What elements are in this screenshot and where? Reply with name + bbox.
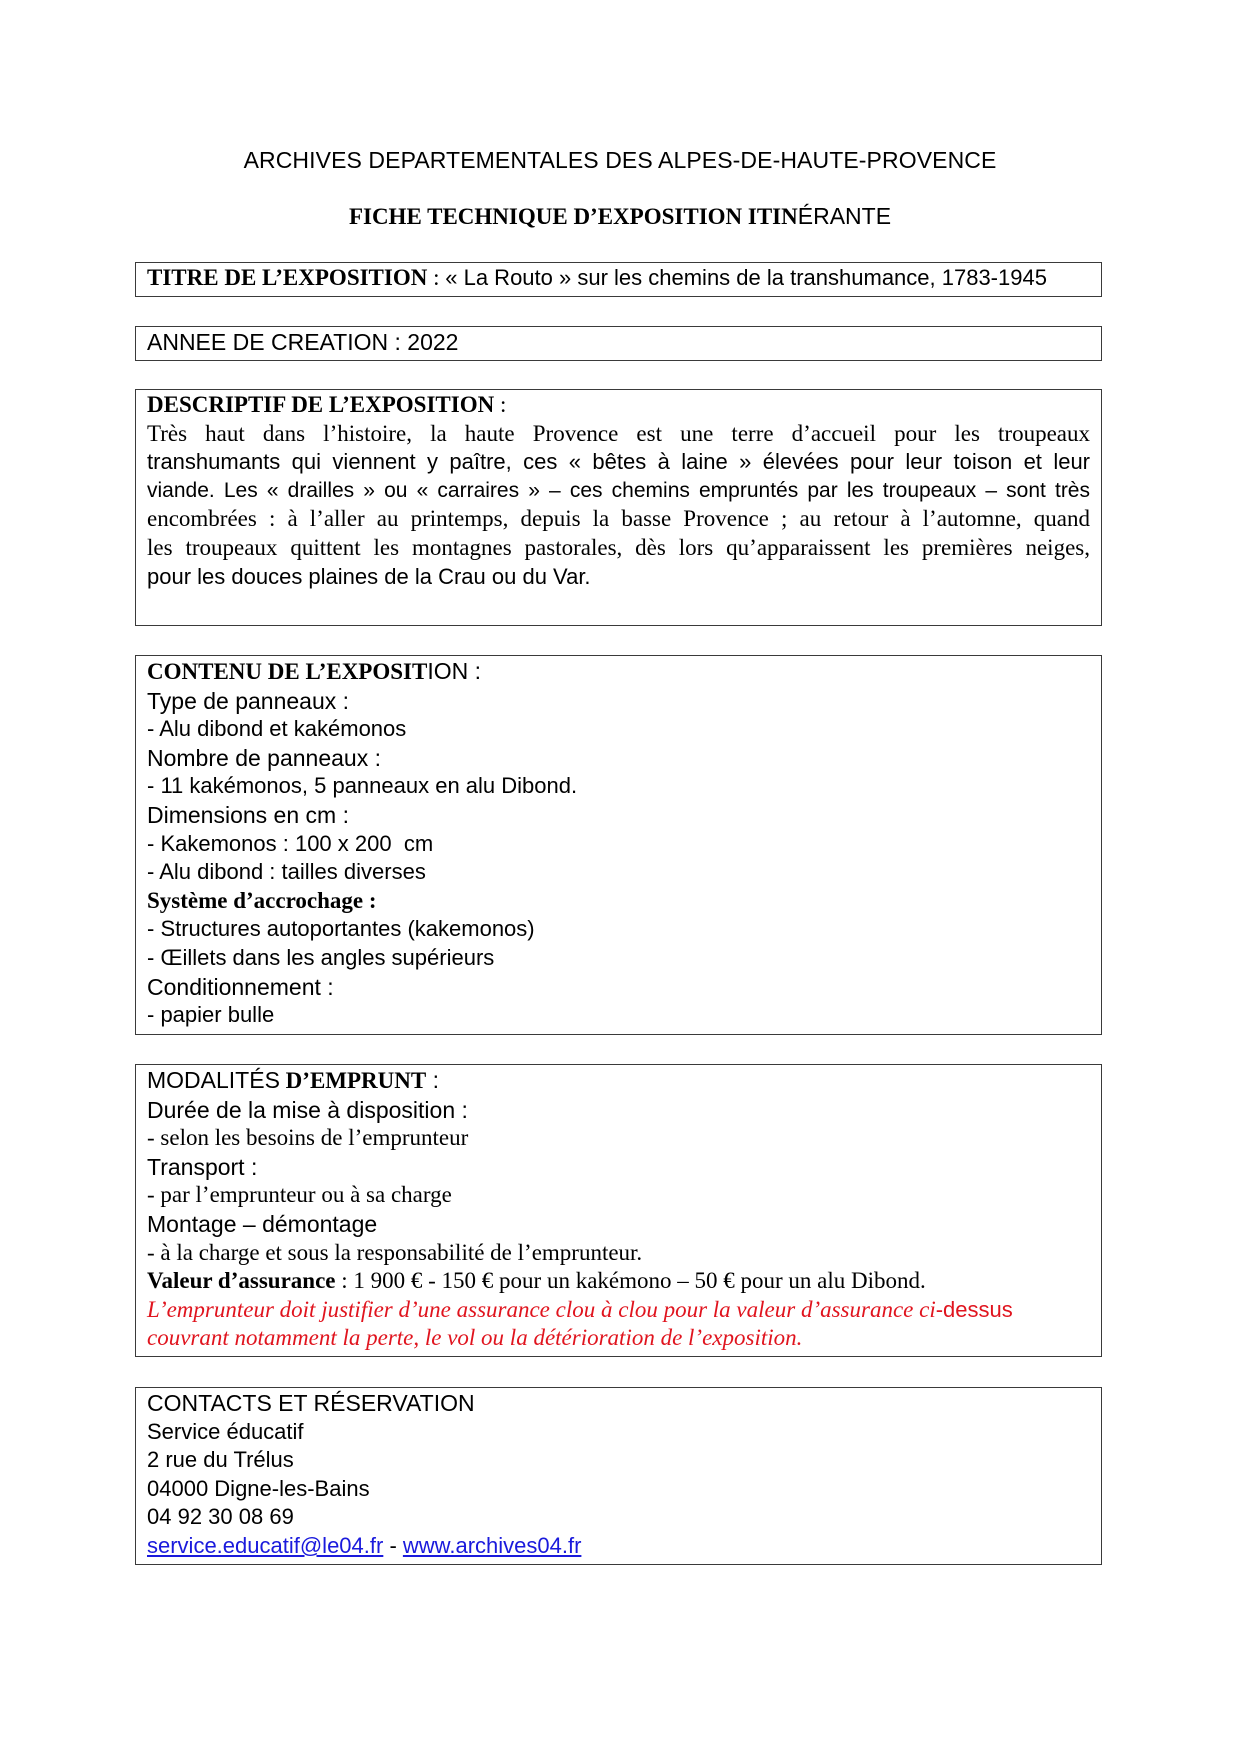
content-label: CONTENU DE L’EXPOSIT [147,659,428,684]
contact-service: Service éducatif [147,1418,304,1444]
description-line: pour les douces plaines de la Crau ou du Var. [147,563,591,589]
description-line: Très haut dans l’histoire, la haute Provence est une terre d’accueil pour les troupeaux [147,420,1090,446]
loan-item: - à la charge et sous la responsabilité de l’emprunteur. [147,1239,643,1265]
loan-terms-box [135,1064,1102,1357]
content-item: Conditionnement : [147,973,334,1000]
insurance-warning-tail: -dessus [935,1296,1013,1322]
description-box [135,389,1102,626]
description-line: transhumants qui viennent y paître, ces « bêtes à laine » élevées pour leur toison et leur [147,449,1090,475]
content-box [135,655,1102,1035]
exhibition-title-value: « La Routo » sur les chemins de la transhumance, 1783-1945 [445,265,1047,290]
content-item: - Alu dibond : tailles diverses [147,859,426,885]
description-line: encombrées : à l’aller au printemps, depuis la basse Provence ; au retour à l’automne, quand [147,506,1090,532]
document-title-bold: FICHE TECHNIQUE D’EXPOSITION ITIN [348,204,798,229]
loan-item: Durée de la mise à disposition : [147,1096,468,1123]
loan-item: Transport : [147,1153,258,1180]
insurance-warning: couvrant notamment la perte, le vol ou la détérioration de l’exposition. [147,1325,803,1351]
content-item: - papier bulle [147,1002,275,1028]
website-link[interactable]: www.archives04.fr [402,1532,582,1558]
loan-item: Montage – démontage [147,1210,378,1237]
exhibition-title-label: TITRE DE L’EXPOSITION [147,265,428,290]
email-link[interactable]: service.educatif@le04.fr [147,1532,384,1558]
contact-city: 04000 Digne-les-Bains [147,1475,370,1501]
content-item: Type de panneaux : [147,687,350,714]
insurance-value: : 1 900 € - 150 € pour un kakémono – 50 € pour un alu Dibond. [335,1268,926,1294]
loan-item: - par l’emprunteur ou à sa charge [147,1182,452,1208]
contacts-box [135,1387,1102,1565]
description-line: viande. Les « drailles » ou « carraires » – ces chemins empruntés par les troupeaux – sont très [147,478,1090,502]
exhibition-title-separator: : [427,265,446,290]
document-title-tail: ÉRANTE [797,203,892,229]
content-item: - 11 kakémonos, 5 panneaux en alu Dibond. [147,773,578,799]
content-item: - Œillets dans les angles supérieurs [147,944,495,970]
contacts-label: CONTACTS ET RÉSERVATION [147,1390,475,1416]
loan-label-bold: D’EMPRUNT [279,1068,427,1093]
content-item: Système d’accrochage : [147,887,377,913]
content-label-tail: ION : [427,658,481,684]
loan-item: - selon les besoins de l’emprunteur [147,1125,469,1151]
description-label: DESCRIPTIF DE L’EXPOSITION [147,392,495,417]
organization-heading: ARCHIVES DEPARTEMENTALES DES ALPES-DE-HAUTE-PROVENCE [243,147,997,173]
contact-street: 2 rue du Trélus [147,1447,294,1473]
contact-phone: 04 92 30 08 69 [147,1504,294,1530]
description-paragraph [147,420,1090,592]
insurance-label: Valeur d’assurance [147,1268,336,1294]
insurance-warning: L’emprunteur doit justifier d’une assurance clou à clou pour la valeur d’assurance ci [147,1296,936,1322]
description-line: les troupeaux quittent les montagnes pastorales, dès lors qu’apparaissent les premières neiges, [147,534,1090,560]
creation-year-box [135,326,1102,361]
content-item: - Structures autoportantes (kakemonos) [147,916,535,942]
exhibition-title-box [135,262,1102,297]
link-separator: - [383,1532,403,1558]
creation-year-label: ANNEE DE CREATION : [147,329,408,355]
description-separator: : [494,392,507,417]
content-item: - Alu dibond et kakémonos [147,716,407,742]
content-item: - Kakemonos : 100 x 200 cm [147,830,434,856]
content-item: Dimensions en cm : [147,801,349,828]
creation-year-value: 2022 [407,329,459,355]
content-item: Nombre de panneaux : [147,744,381,771]
loan-label-sans: MODALITÉS [147,1067,280,1093]
loan-label-tail: : [426,1067,439,1093]
document-title [0,203,1240,230]
